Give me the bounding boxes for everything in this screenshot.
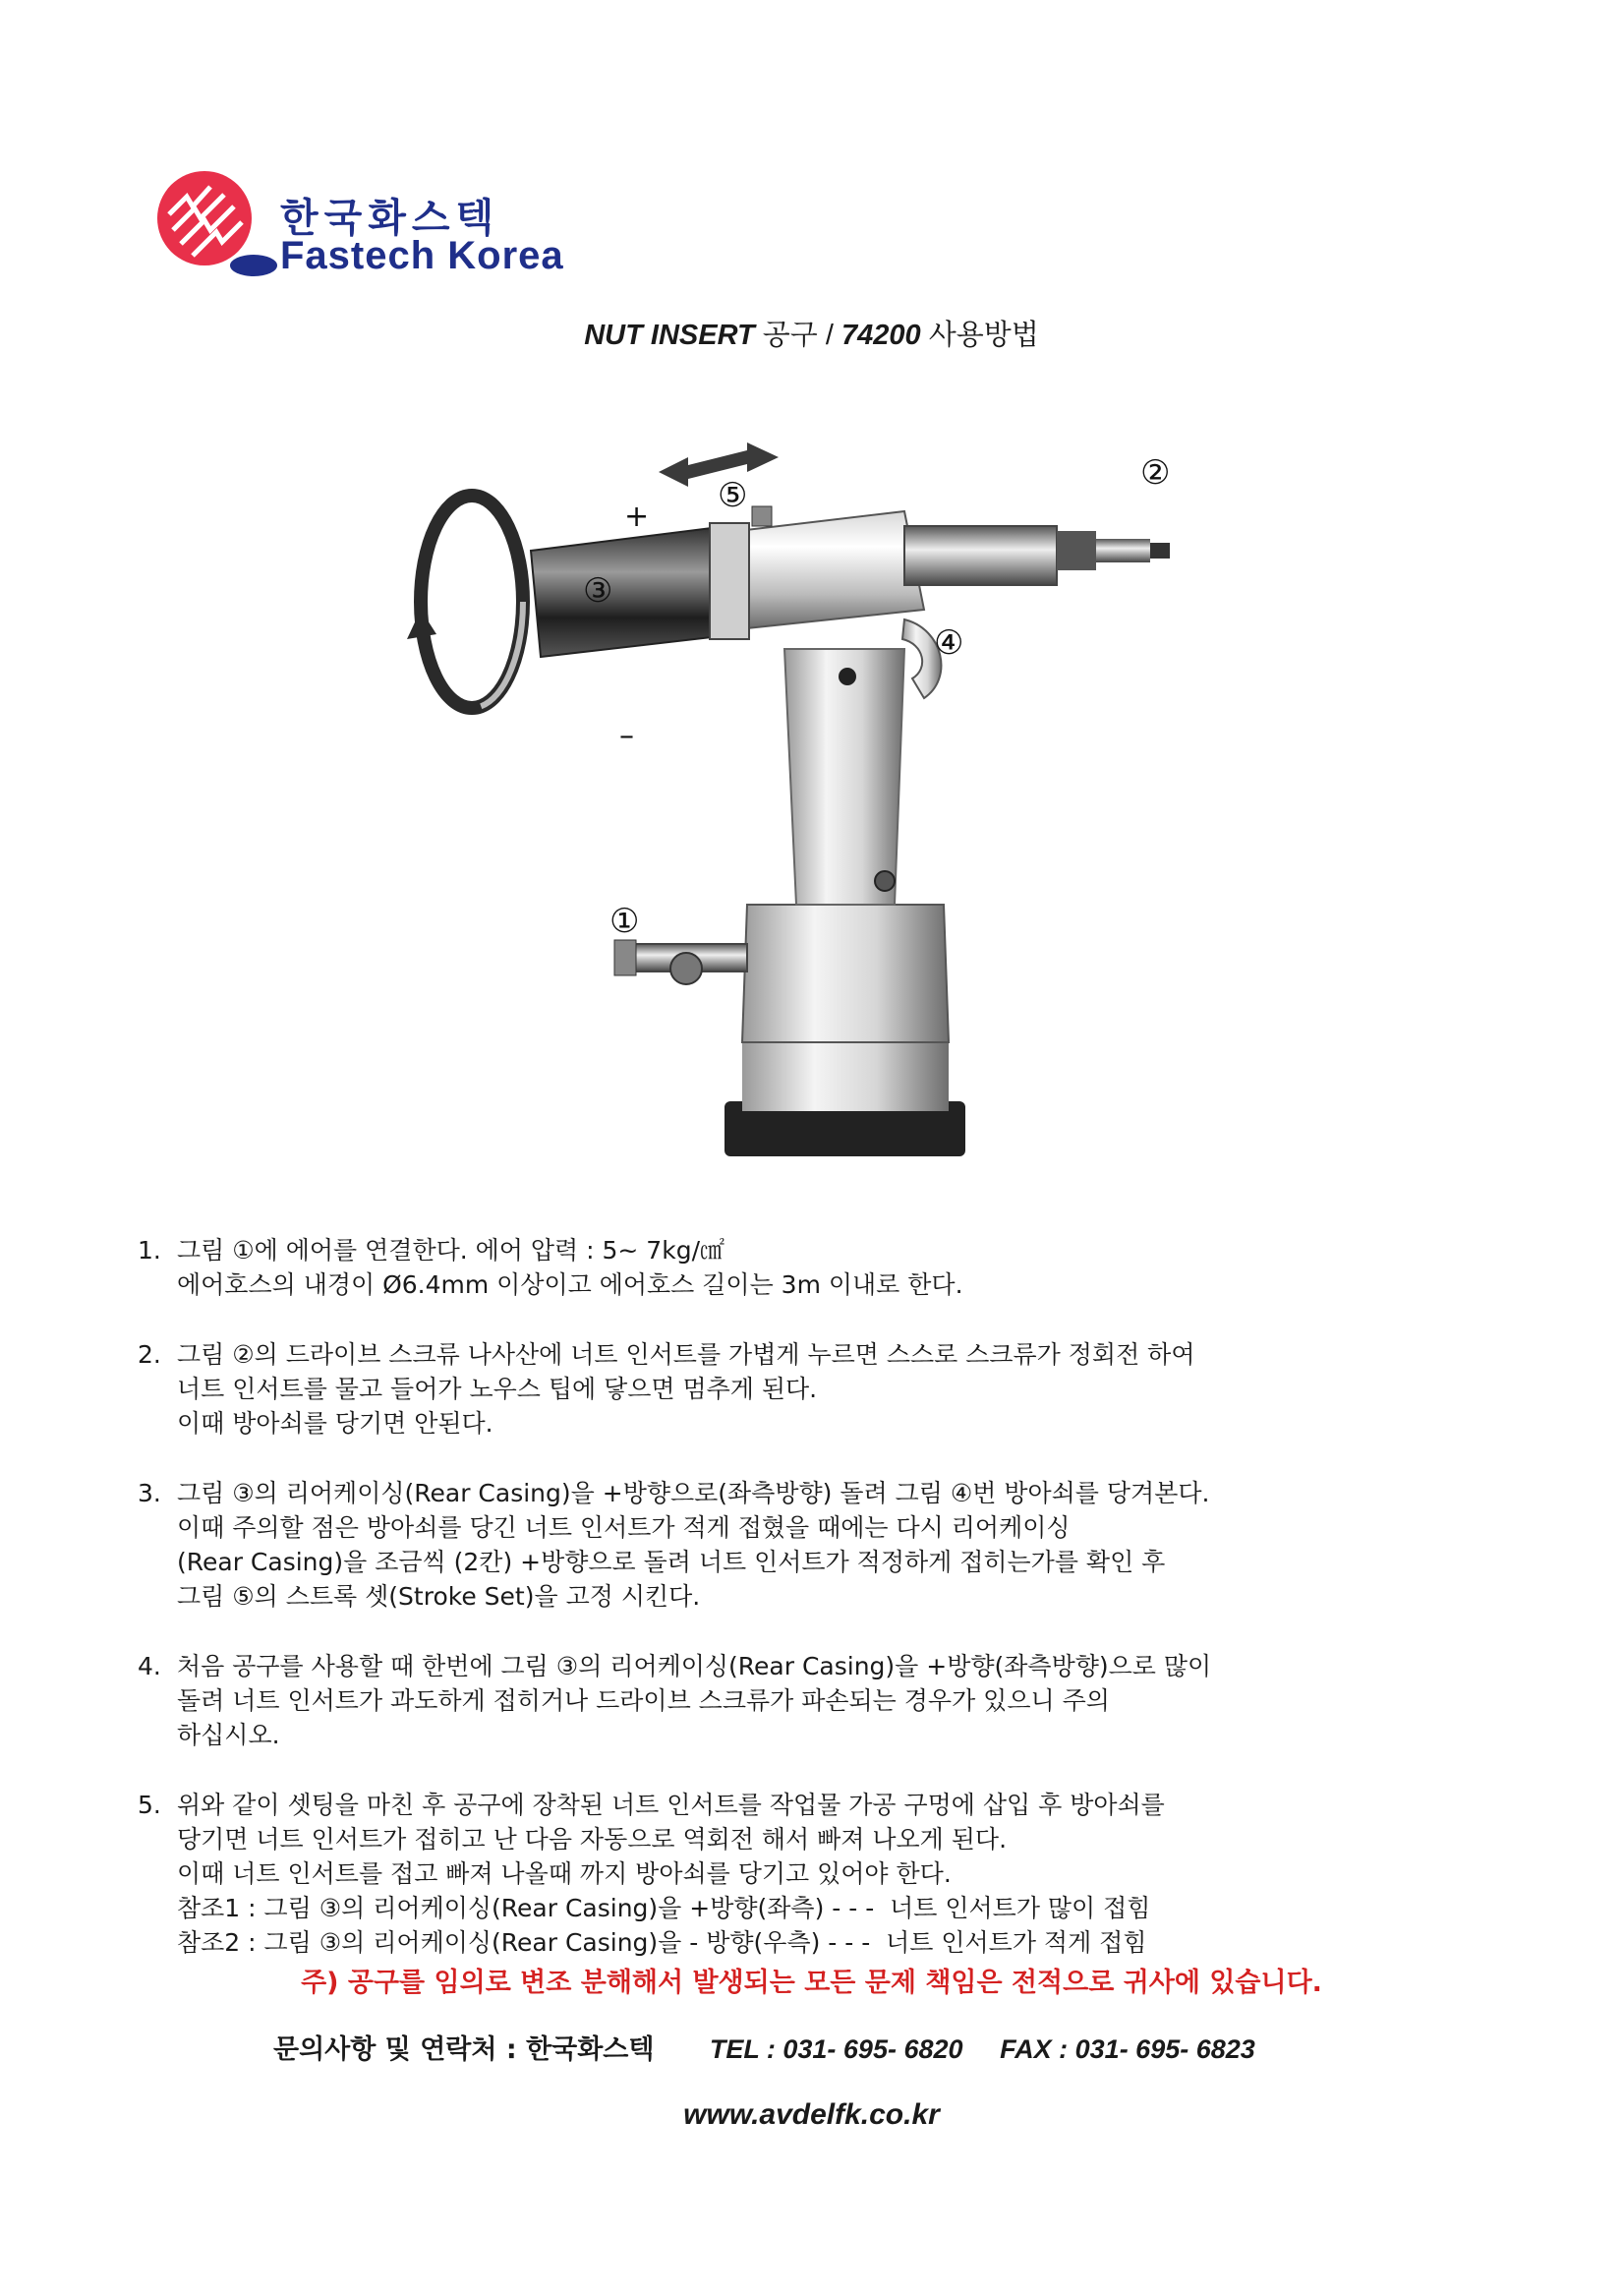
step-line: 참조2 : 그림 ③의 리어케이싱(Rear Casing)을 - 방향(우측) - - - 너트 인서트가 적게 접힘 — [177, 1928, 1147, 1957]
step-line: 하십시오. — [177, 1721, 280, 1749]
liability-notice: 주) 공구를 임의로 변조 분해해서 발생되는 모든 문제 책임은 전적으로 귀사에 있습니다. — [301, 1968, 1322, 1998]
title-model: 74200 — [840, 320, 921, 351]
figure-label-4: ④ — [934, 623, 964, 663]
title-tool: 공구 / — [762, 320, 841, 351]
step-line: 돌려 너트 인서트가 과도하게 접히거나 드라이브 스크류가 파손되는 경우가 있으니 주의 — [177, 1686, 1110, 1715]
step-number: 1. — [138, 1236, 161, 1265]
step-line: 그림 ⑤의 스트록 셋(Stroke Set)을 고정 시킨다. — [177, 1582, 701, 1611]
instruction-list — [138, 1233, 1445, 1995]
contact-tel: TEL : 031- 695- 6820 — [709, 2034, 963, 2064]
logo-korean-name: 한국화스텍 — [280, 196, 500, 241]
step-line: 당기면 너트 인서트가 접히고 난 다음 자동으로 역회전 해서 빠져 나오게 된다. — [177, 1825, 1008, 1854]
step-number: 4. — [138, 1652, 161, 1680]
title-product: NUT INSERT — [584, 320, 755, 351]
step-number: 2. — [138, 1340, 161, 1369]
figure-label-1: ① — [609, 902, 640, 941]
step-line: 그림 ②의 드라이브 스크류 나사산에 너트 인서트를 가볍게 누르면 스스로 스크류가 정회전 하여 — [177, 1340, 1195, 1369]
step-line: 그림 ③의 리어케이싱(Rear Casing)을 +방향으로(좌측방향) 돌려 그림 ④번 방아쇠를 당겨본다. — [177, 1479, 1210, 1507]
instruction-step — [138, 1233, 1445, 1302]
step-line: 처음 공구를 사용할 때 한번에 그림 ③의 리어케이싱(Rear Casing)을 +방향(좌측방향)으로 많이 — [177, 1652, 1212, 1680]
step-number: 3. — [138, 1479, 161, 1507]
step-line: 이때 주의할 점은 방아쇠를 당긴 너트 인서트가 적게 접혔을 때에는 다시 리어케이싱 — [177, 1513, 1071, 1542]
nut-insert-tool-illustration — [393, 433, 1229, 1160]
step-line: 이때 방아쇠를 당기면 안된다. — [177, 1409, 493, 1438]
instruction-step — [138, 1788, 1445, 1960]
figure-label-plus: + — [624, 500, 650, 534]
company-logo — [147, 167, 590, 280]
figure-label-5: ⑤ — [718, 476, 748, 515]
figure-label-3: ③ — [583, 571, 613, 611]
step-line: (Rear Casing)을 조금씩 (2칸) +방향으로 돌려 너트 인서트가 적정하게 접히는가를 확인 후 — [177, 1548, 1166, 1576]
page-title — [0, 313, 1623, 353]
figure-label-2: ② — [1140, 453, 1171, 493]
instruction-step — [138, 1649, 1445, 1752]
step-number: 5. — [138, 1791, 161, 1819]
step-line: 그림 ①에 에어를 연결한다. 에어 압력 : 5~ 7kg/㎠ — [177, 1236, 725, 1265]
step-line: 위와 같이 셋팅을 마친 후 공구에 장착된 너트 인서트를 작업물 가공 구멍에 삽입 후 방아쇠를 — [177, 1791, 1165, 1819]
step-line: 이때 너트 인서트를 접고 빠져 나올때 까지 방아쇠를 당기고 있어야 한다. — [177, 1859, 952, 1888]
title-usage: 사용방법 — [920, 320, 1039, 351]
fastech-logo-mark — [147, 167, 285, 280]
contact-label: 문의사항 및 연락처 : 한국화스텍 — [273, 2034, 655, 2065]
contact-fax: FAX : 031- 695- 6823 — [1000, 2034, 1255, 2064]
contact-info — [273, 2028, 1255, 2066]
figure-label-minus: – — [619, 719, 634, 753]
step-line: 참조1 : 그림 ③의 리어케이싱(Rear Casing)을 +방향(좌측) - - - 너트 인서트가 많이 접힘 — [177, 1894, 1151, 1922]
instruction-step — [138, 1337, 1445, 1441]
step-line: 에어호스의 내경이 Ø6.4mm 이상이고 에어호스 길이는 3m 이내로 한다. — [177, 1270, 963, 1299]
instruction-step — [138, 1476, 1445, 1614]
website-url: www.avdelfk.co.kr — [683, 2098, 940, 2131]
logo-english-name: Fastech Korea — [280, 234, 564, 277]
step-line: 너트 인서트를 물고 들어가 노우스 팁에 닿으면 멈추게 된다. — [177, 1375, 818, 1403]
